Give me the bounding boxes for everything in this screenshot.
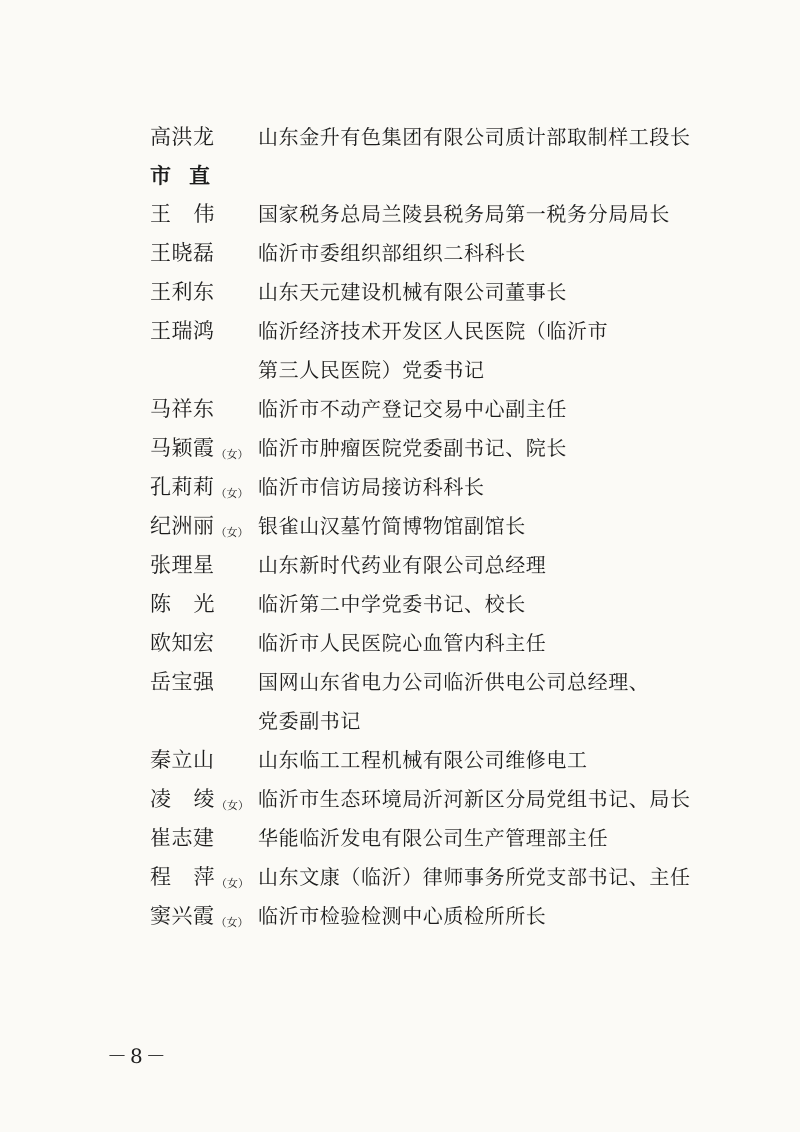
title-line: 临沂市肿瘤医院党委副书记、院长	[258, 436, 567, 460]
title-line: 山东文康（临沂）律师事务所党支部书记、主任	[258, 865, 691, 889]
title-line: 山东天元建设机械有限公司董事长	[258, 280, 567, 304]
person-title	[258, 273, 750, 312]
roster-row	[150, 741, 750, 780]
person-name: 王瑞鸿	[150, 319, 215, 343]
title-line: 党委副书记	[258, 709, 361, 733]
person-name-cell	[150, 390, 258, 428]
roster-row	[150, 819, 750, 858]
title-line: 山东金升有色集团有限公司质计部取制样工段长	[258, 125, 691, 149]
person-name-cell	[150, 897, 258, 935]
female-tag: （女）	[215, 526, 249, 539]
roster-row	[150, 663, 750, 741]
person-name-cell	[150, 234, 258, 272]
person-title	[258, 468, 750, 507]
roster-row	[150, 585, 750, 624]
roster-row	[150, 390, 750, 429]
person-title	[258, 585, 750, 624]
female-tag: （女）	[215, 448, 249, 461]
person-title	[258, 741, 750, 780]
person-title	[258, 234, 750, 273]
person-name-cell	[150, 741, 258, 779]
title-line: 山东新时代药业有限公司总经理	[258, 553, 547, 577]
title-line: 临沂市信访局接访科科长	[258, 475, 485, 499]
person-name: 高洪龙	[150, 125, 215, 149]
title-line: 银雀山汉墓竹简博物馆副馆长	[258, 514, 526, 538]
entries-container	[150, 195, 750, 936]
person-name: 纪洲丽	[150, 514, 215, 538]
person-title	[258, 624, 750, 663]
title-line: 山东临工工程机械有限公司维修电工	[258, 748, 588, 772]
female-tag: （女）	[216, 799, 249, 812]
person-name-cell	[150, 273, 258, 311]
title-line: 第三人民医院）党委书记	[258, 358, 485, 382]
person-name: 马祥东	[150, 397, 215, 421]
person-name-cell	[150, 312, 258, 350]
person-name-cell	[150, 780, 258, 818]
roster-row	[150, 234, 750, 273]
person-title	[258, 390, 750, 429]
person-name-cell	[150, 429, 258, 467]
female-tag: （女）	[216, 877, 249, 890]
person-title	[258, 118, 750, 157]
title-line: 临沂市委组织部组织二科科长	[258, 241, 526, 265]
person-name: 陈 光	[150, 592, 215, 616]
person-name-cell	[150, 585, 258, 623]
roster-row	[150, 273, 750, 312]
person-title	[258, 312, 750, 390]
roster-row	[150, 195, 750, 234]
person-name-cell	[150, 507, 258, 545]
person-title	[258, 507, 750, 546]
roster-row	[150, 624, 750, 663]
person-name-cell	[150, 663, 258, 701]
person-name: 孔莉莉	[150, 475, 215, 499]
roster-row	[150, 897, 750, 936]
title-line: 临沂市生态环境局沂河新区分局党组书记、局长	[258, 787, 691, 811]
person-name-cell	[150, 195, 258, 233]
person-name-cell	[150, 858, 258, 896]
roster-row	[150, 468, 750, 507]
person-name-cell	[150, 819, 258, 857]
person-name: 窦兴霞	[150, 904, 215, 928]
title-line: 临沂经济技术开发区人民医院（临沂市	[258, 319, 609, 343]
roster-row	[150, 429, 750, 468]
person-name-cell	[150, 468, 258, 506]
person-name: 马颖霞	[150, 436, 215, 460]
title-line: 国家税务总局兰陵县税务局第一税务分局局长	[258, 202, 670, 226]
person-name-cell	[150, 624, 258, 662]
person-title	[258, 819, 750, 858]
title-line: 临沂市人民医院心血管内科主任	[258, 631, 547, 655]
section-heading: 市 直	[150, 164, 210, 188]
person-name-cell	[150, 546, 258, 584]
person-title	[258, 897, 750, 936]
roster-row	[150, 546, 750, 585]
person-title	[258, 858, 750, 897]
female-tag: （女）	[215, 916, 249, 929]
person-name: 岳宝强	[150, 670, 215, 694]
person-name: 王 伟	[150, 202, 215, 226]
person-title	[258, 429, 750, 468]
female-tag: （女）	[215, 487, 249, 500]
title-line: 国网山东省电力公司临沂供电公司总经理、	[258, 670, 650, 694]
person-title	[258, 780, 750, 819]
person-name: 凌 绫	[150, 787, 215, 811]
roster-row	[150, 858, 750, 897]
roster-row	[150, 780, 750, 819]
roster-row	[150, 312, 750, 390]
person-name: 秦立山	[150, 748, 215, 772]
roster-row	[150, 507, 750, 546]
title-line: 临沂市检验检测中心质检所所长	[258, 904, 547, 928]
roster-row-top	[150, 118, 750, 157]
section-heading-row	[150, 157, 750, 195]
person-name: 欧知宏	[150, 631, 215, 655]
person-title	[258, 546, 750, 585]
title-line: 华能临沂发电有限公司生产管理部主任	[258, 826, 609, 850]
person-name: 张理星	[150, 553, 215, 577]
title-line: 临沂第二中学党委书记、校长	[258, 592, 526, 616]
roster-list	[150, 118, 750, 936]
title-line: 临沂市不动产登记交易中心副主任	[258, 397, 567, 421]
person-title	[258, 195, 750, 234]
person-name: 崔志建	[150, 826, 215, 850]
person-name: 王晓磊	[150, 241, 215, 265]
person-name: 王利东	[150, 280, 215, 304]
person-name: 程 萍	[150, 865, 215, 889]
page-number: －8－	[107, 1044, 169, 1068]
person-title	[258, 663, 750, 741]
